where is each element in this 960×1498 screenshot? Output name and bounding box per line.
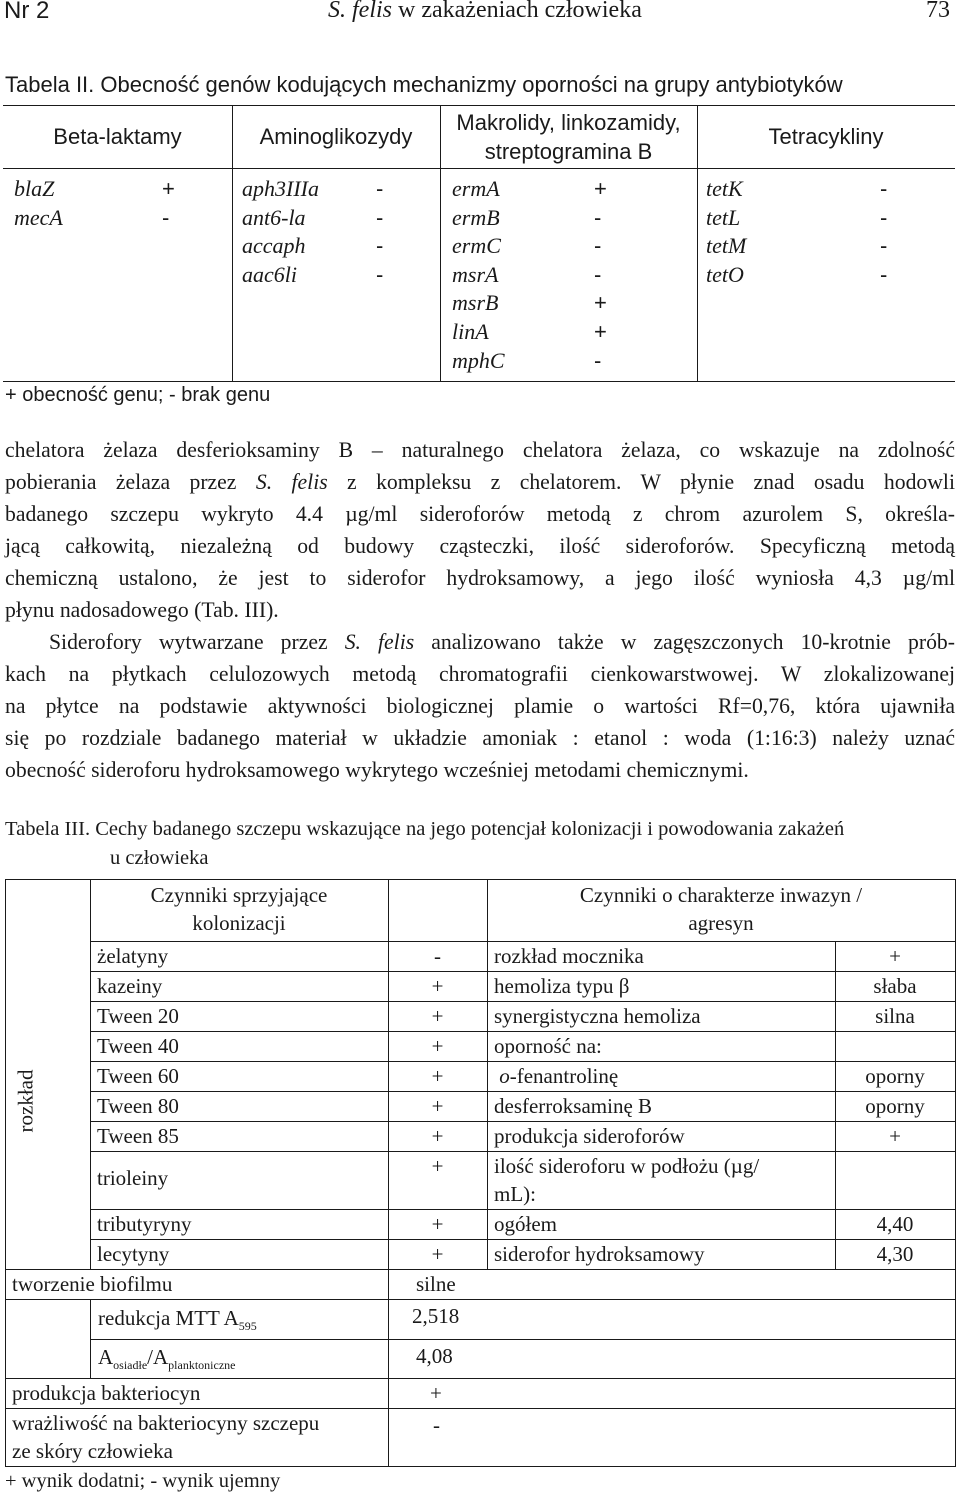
- t3-right-label: [494, 1064, 618, 1089]
- gene-name: ermC: [452, 233, 501, 259]
- t3-sensitivity-line1: wrażliwość na bakteriocyny szczepu: [12, 1411, 320, 1435]
- t3-right-label: ilość sideroforu w podłożu (µg/: [494, 1154, 760, 1178]
- t3-left-label: Tween 80: [97, 1094, 179, 1118]
- t3-right-label-cont: mL):: [494, 1182, 536, 1206]
- running-title-rest: w zakażeniach człowieka: [392, 0, 642, 23]
- t3-ratio-label: [98, 1345, 235, 1373]
- text-run: analizowano także w zagęszczonych 10-krotnie prób-: [414, 630, 955, 654]
- gene-result: -: [376, 261, 384, 287]
- text-run: pobierania żelaza przez: [5, 470, 256, 494]
- t3-left-value: +: [431, 1004, 444, 1028]
- paragraph-line: [5, 434, 955, 466]
- t3-biofilm-value: silne: [416, 1272, 456, 1296]
- t3-right-value: +: [889, 944, 901, 968]
- tetra-gene-list: [706, 175, 746, 289]
- gene-name: mecA: [14, 204, 63, 230]
- gene-result: +: [594, 318, 607, 344]
- t3-right-value: 4,30: [876, 1242, 914, 1266]
- page-label: Nr 2: [4, 0, 50, 24]
- t3-rule: [90, 879, 91, 1269]
- t3-ratio-value: 4,08: [416, 1344, 453, 1368]
- table2-footnote: + obecność genu; - brak genu: [5, 384, 271, 406]
- paragraph-line: [5, 722, 955, 754]
- gene-result: -: [880, 261, 888, 287]
- t3-left-value: +: [431, 974, 444, 998]
- running-title-species: S. felis: [328, 0, 392, 23]
- macro-result-list: [594, 175, 607, 375]
- t3-left-value: -: [434, 944, 441, 968]
- species-name: S. felis: [255, 470, 328, 494]
- t3-biofilm-label: tworzenie biofilmu: [12, 1272, 173, 1296]
- table2-header-tetra: Tetracykliny: [768, 124, 884, 149]
- t3-right-value: oporny: [865, 1064, 925, 1088]
- t3-rule: [90, 941, 956, 942]
- text-run: kach na płytkach celulozowych metodą chromatografii cienkowarstwowej. W zlokalizowanej: [5, 662, 955, 686]
- gene-name: ermB: [452, 204, 500, 230]
- amino-result-list: [376, 175, 383, 289]
- t3-left-value: +: [431, 1212, 444, 1236]
- t3-left-label: Tween 40: [97, 1034, 179, 1058]
- text-run: badanego szczepu wykryto 4.4 µg/ml sideroforów metodą z chrom azurolem S, określa-: [5, 502, 955, 526]
- page-number: 73: [926, 0, 950, 23]
- t3-left-value: +: [431, 1124, 444, 1148]
- t3-mtt-label: [98, 1306, 257, 1334]
- text-run: jącą całkowitą, niezależną od budowy cząsteczki, ilość sideroforów. Specyficzną metodą: [5, 534, 955, 558]
- t3-right-value: +: [889, 1124, 901, 1148]
- t3-left-label: Tween 20: [97, 1004, 179, 1028]
- t3-left-label: Tween 60: [97, 1064, 179, 1088]
- t3-rule: [5, 1269, 956, 1270]
- t3-ratio-a1: A: [98, 1345, 114, 1369]
- gene-result: -: [880, 233, 888, 259]
- body-paragraph-2: [5, 626, 955, 786]
- t3-rule: [90, 1121, 956, 1122]
- text-run: płynu nadosadowego (Tab. III).: [5, 598, 279, 622]
- t3-rule: [5, 1466, 956, 1467]
- text-run: chelatora żelaza desferioksaminy B – naturalnego chelatora żelaza, co wskazuje na zdolność: [5, 438, 955, 462]
- t3-rule: [5, 1299, 956, 1300]
- table2-top-rule: [3, 105, 955, 106]
- t3-left-value: +: [431, 1154, 444, 1178]
- t3-right-value: oporny: [865, 1094, 925, 1118]
- t3-header-left-line2: kolonizacji: [192, 911, 286, 935]
- gene-name: ermA: [452, 176, 500, 201]
- gene-name: mphC: [452, 347, 505, 373]
- t3-ratio-sub1: osiadłe: [113, 1358, 148, 1372]
- t3-mtt-value: 2,518: [412, 1304, 460, 1328]
- gene-result: +: [594, 176, 607, 201]
- running-title: [328, 0, 642, 24]
- table3-caption-line1: Tabela III. Cechy badanego szczepu wskazujące na jego potencjał kolonizacji i powodowania zakażeń: [5, 818, 845, 840]
- t3-rule: [90, 1001, 956, 1002]
- gene-name: tetK: [706, 176, 743, 201]
- t3-rule: [90, 971, 956, 972]
- gene-result: -: [594, 261, 602, 287]
- table2-header-amino: Aminoglikozydy: [259, 124, 413, 149]
- beta-result-list: [162, 175, 175, 232]
- t3-left-value: +: [431, 1242, 444, 1266]
- paragraph-line: [5, 690, 955, 722]
- t3-rule: [90, 1061, 956, 1062]
- beta-gene-list: [14, 175, 63, 232]
- gene-name: aph3IIIa: [242, 176, 319, 201]
- gene-name: msrA: [452, 261, 499, 287]
- t3-rule: [90, 1239, 956, 1240]
- gene-result: -: [880, 204, 888, 230]
- gene-name: accaph: [242, 233, 306, 259]
- t3-left-label: tributyryny: [97, 1212, 192, 1236]
- paragraph-line: [5, 594, 955, 626]
- t3-right-value: 4,40: [876, 1212, 914, 1236]
- gene-result: -: [594, 347, 602, 373]
- t3-rule: [90, 1091, 956, 1092]
- t3-rule: [90, 1339, 956, 1340]
- t3-ratio-sub2: planktoniczne: [168, 1358, 236, 1372]
- table2-caption: Tabela II. Obecność genów kodujących mechanizmy oporności na grupy antybiotyków: [5, 72, 843, 97]
- amino-gene-list: [242, 175, 319, 289]
- macro-gene-list: [452, 175, 505, 375]
- t3-header-right-line2: agresyn: [688, 911, 754, 935]
- t3-right-label: siderofor hydroksamowy: [494, 1242, 705, 1266]
- table2-header-beta: Beta-laktamy: [53, 124, 182, 149]
- gene-result: -: [594, 233, 602, 259]
- paragraph-line: [5, 754, 955, 786]
- t3-left-label: kazeiny: [97, 974, 163, 998]
- t3-left-value: +: [431, 1094, 444, 1118]
- body-paragraph-1: [5, 434, 955, 626]
- gene-result: -: [376, 233, 384, 259]
- gene-result: -: [880, 176, 888, 201]
- t3-left-value: +: [431, 1064, 444, 1088]
- t3-header-left-line1: Czynniki sprzyjające: [150, 883, 328, 907]
- paragraph-line: [5, 498, 955, 530]
- tetra-result-list: [880, 175, 887, 289]
- table2-header-macro-line2: streptogramina B: [484, 139, 653, 164]
- t3-right-value: silna: [875, 1004, 915, 1028]
- table2-bottom-rule: [3, 381, 955, 382]
- gene-name: msrB: [452, 290, 499, 316]
- gene-name: aac6li: [242, 261, 297, 287]
- text-run: Siderofory wytwarzane przez: [49, 630, 345, 654]
- gene-name: blaZ: [14, 176, 55, 201]
- t3-rule: [90, 1151, 956, 1152]
- t3-right-label: rozkład mocznika: [494, 944, 644, 968]
- t3-right-label: oporność na:: [494, 1034, 602, 1058]
- paragraph-line: [5, 626, 955, 658]
- t3-ratio-mid: /A: [147, 1345, 169, 1369]
- t3-rule: [5, 1408, 956, 1409]
- gene-name: tetL: [706, 204, 741, 230]
- t3-bacteriocin-value: +: [430, 1381, 442, 1405]
- paragraph-line: [5, 658, 955, 690]
- t3-left-label: żelatyny: [97, 944, 169, 968]
- t3-rule: [5, 879, 956, 880]
- t3-right-label: hemoliza typu β: [494, 974, 630, 998]
- table3-caption-line2: u człowieka: [110, 847, 209, 869]
- text-run: z kompleksu z chelatorem. W płynie znad osadu hodowli: [327, 470, 955, 494]
- t3-right-label: synergistyczna hemoliza: [494, 1004, 701, 1028]
- t3-side-label: rozkład: [13, 1069, 38, 1133]
- paragraph-line: [5, 562, 955, 594]
- species-name: S. felis: [344, 630, 415, 654]
- t3-mtt-subscript: 595: [238, 1319, 257, 1333]
- paragraph-line: [5, 466, 955, 498]
- t3-rule: [5, 1378, 956, 1379]
- text-run: chemiczną ustalono, że jest to siderofor hydroksamowy, a jego ilość wyniosła 4,3 µg/ml: [5, 566, 955, 590]
- table2-header-rule: [3, 168, 955, 169]
- gene-name: tetO: [706, 261, 744, 287]
- text-run: się po rozdziale badanego materiał w układzie amoniak : etanol : woda (1:16:3) należy uznać: [5, 726, 955, 750]
- paragraph-line: [5, 530, 955, 562]
- t3-left-value: +: [431, 1034, 444, 1058]
- gene-result: -: [376, 204, 384, 230]
- t3-bacteriocin-label: produkcja bakteriocyn: [12, 1381, 201, 1405]
- text-run: obecność sideroforu hydroksamowego wykrytego wcześniej metodami chemicznymi.: [5, 758, 749, 782]
- gene-name: ant6-la: [242, 204, 306, 230]
- t3-rule: [90, 1031, 956, 1032]
- t3-right-label: produkcja sideroforów: [494, 1124, 685, 1148]
- gene-result: +: [594, 290, 607, 316]
- t3-rule: [90, 1209, 956, 1210]
- gene-name: tetM: [706, 233, 747, 259]
- t3-italic-prefix: o: [499, 1064, 510, 1088]
- t3-sensitivity-value: -: [433, 1413, 440, 1437]
- gene-result: +: [162, 176, 175, 201]
- t3-right-label: desferroksaminę B: [494, 1094, 653, 1118]
- t3-left-label: trioleiny: [97, 1166, 169, 1190]
- t3-header-right-line1: Czynniki o charakterze inwazyn /: [579, 883, 863, 907]
- text-run: na płytce na podstawie aktywności biologicznej plamie o wartości Rf=0,76, która ujawniła: [5, 694, 955, 718]
- t3-left-label: Tween 85: [97, 1124, 179, 1148]
- gene-result: -: [376, 176, 384, 201]
- t3-sensitivity-line2: ze skóry człowieka: [12, 1439, 173, 1463]
- gene-result: -: [594, 204, 602, 230]
- t3-right-value: słaba: [873, 974, 917, 998]
- table3-footnote: + wynik dodatni; - wynik ujemny: [5, 1470, 281, 1492]
- t3-right-label: ogółem: [494, 1212, 557, 1236]
- t3-rule: [487, 879, 488, 1269]
- gene-name: linA: [452, 318, 489, 344]
- t3-right-text: -fenantrolinę: [509, 1064, 619, 1088]
- table2-header-macro-line1: Makrolidy, linkozamidy,: [456, 110, 681, 135]
- t3-mtt-text: redukcja MTT A: [98, 1306, 239, 1330]
- t3-left-label: lecytyny: [97, 1242, 170, 1266]
- gene-result: -: [162, 204, 170, 230]
